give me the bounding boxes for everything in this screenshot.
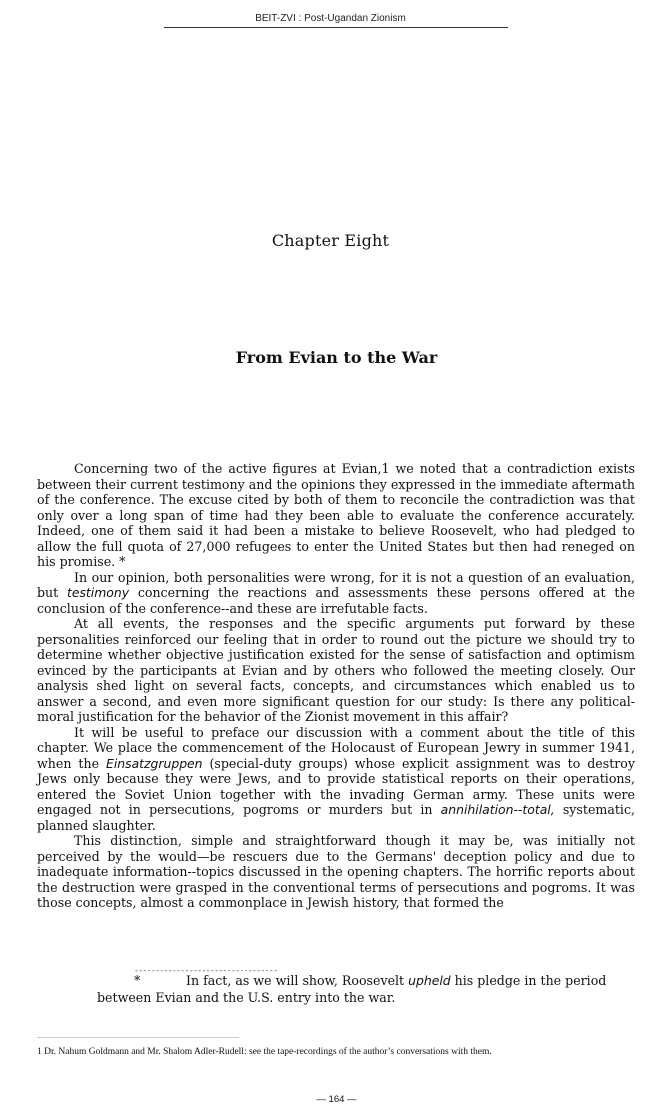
body-paragraph (37, 725, 635, 834)
body-paragraph (37, 616, 635, 725)
text-run: Concerning two of the active figures at Evian,1 we noted that a contradiction exists between their current testimony and the opinions they expressed in the immediate aftermath of the conference. The excuse cited by both of them to reconcile the contradiction was that only over a long span of time had they been able to evaluate the conference accurately. Indeed, one of them said it had been a mistake to believe Roosevelt, who had pledged to allow the full quota of 27,000 refugees to enter the United States but then had reneged on his promise. * (37, 461, 635, 569)
note-divider: ---------------------------------- (134, 966, 278, 975)
asterisk-note (97, 972, 635, 1006)
note-marker: * (134, 973, 141, 988)
text-run: At all events, the responses and the specific arguments put forward by these personalities reinforced our feeling that in order to round out the picture we should try to determine whether objective justification existed for the sense of satisfaction and optimism evinced by the participants at Evian and by others who followed the meeting closely. Our analysis shed light on several facts, concepts, and circumstances which enabled us to answer a second, and even more significant question for our study: Is there any political-moral justification for the behavior of the Zionist movement in this affair? (37, 616, 635, 724)
body-text (37, 461, 635, 911)
footnote-divider (37, 1037, 239, 1038)
emphasis-text: testimony (66, 585, 130, 600)
note-text-before: In fact, as we will show, Roosevelt (186, 973, 409, 988)
emphasis-text: Einsatzgruppen (105, 755, 203, 771)
chapter-title: From Evian to the War (235, 348, 438, 367)
chapter-label: Chapter Eight (271, 231, 390, 250)
note-text-line2: between Evian and the U.S. entry into the war. (97, 990, 396, 1005)
note-emphasis: upheld (408, 973, 451, 988)
body-paragraph (37, 461, 635, 570)
emphasis-text: annihilation--total, (440, 802, 555, 817)
text-run: In our opinion, both personalities were wrong, for it is not a question of an evaluation, but (37, 569, 635, 600)
header-divider (164, 27, 508, 28)
running-header: BEIT-ZVI : Post-Ugandan Zionism (255, 13, 406, 24)
body-paragraph (37, 833, 635, 911)
page-number: — 164 — (316, 1094, 357, 1105)
text-run: concerning the reactions and assessments these persons offered at the conclusion of the conference--and these are irrefutable facts. (37, 585, 635, 616)
footnote: 1 Dr. Nahum Goldmann and Mr. Shalom Adler-Rudell: see the tape-recordings of the author’s conversations with them. (37, 1047, 492, 1057)
text-run: It will be useful to preface our discussion with a comment about the title of this chapter. We place the commencement of the Holocaust of European Jewry in summer 1941, when the (37, 724, 635, 771)
text-run: (special-duty groups) whose explicit assignment was to destroy Jews only because they were Jews, and to provide statistical reports on their operations, entered the Soviet Union together with the invading German army. These units were engaged not in persecutions, pogroms or murders but in (37, 755, 636, 817)
note-text-after: his pledge in the period (450, 973, 607, 988)
text-run: This distinction, simple and straightforward though it may be, was initially not perceived by the would—be rescuers due to the Germans' deception policy and due to inadequate information--topics discussed in the opening chapters. The horrific reports about the destruction were grasped in the conventional terms of persecutions and pogroms. It was those concepts, almost a commonplace in Jewish history, that formed the (37, 833, 635, 910)
body-paragraph (37, 570, 635, 617)
text-run: systematic, planned slaughter. (37, 802, 635, 833)
